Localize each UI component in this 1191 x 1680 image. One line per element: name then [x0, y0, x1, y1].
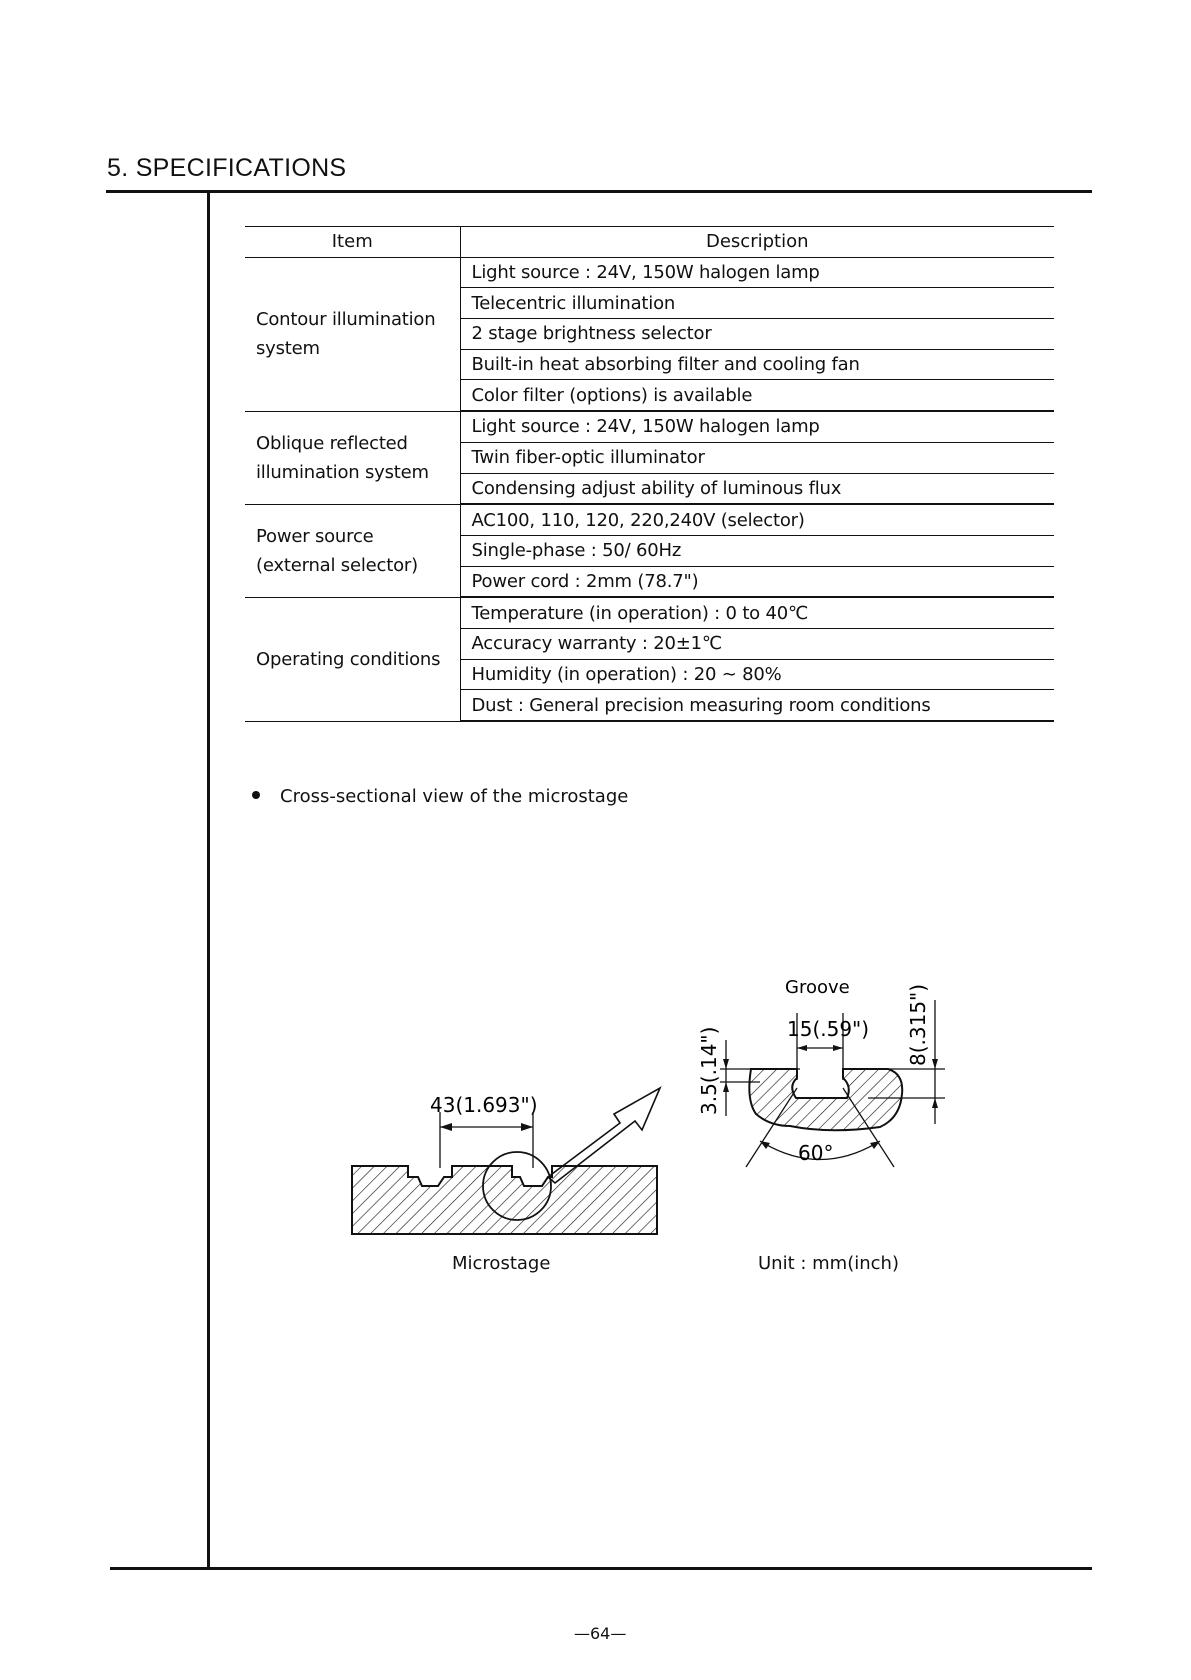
page-title: 5. SPECIFICATIONS: [107, 154, 347, 182]
item-cell: Contour illumination system: [245, 257, 460, 411]
description-cell: Humidity (in operation) : 20 ∼ 80%: [460, 659, 1054, 690]
groove-body: [749, 1069, 902, 1130]
microstage-body: [352, 1166, 657, 1234]
microstage-section: [352, 1088, 660, 1234]
description-cell: Condensing adjust ability of luminous flux: [460, 473, 1054, 504]
description-cell: Twin fiber-optic illuminator: [460, 442, 1054, 473]
unit-label: Unit : mm(inch): [758, 1253, 899, 1274]
angle-dimension: 60°: [798, 1141, 834, 1165]
page-number: —64—: [574, 1624, 627, 1643]
description-cell: Telecentric illumination: [460, 288, 1054, 319]
description-cell: Color filter (options) is available: [460, 380, 1054, 411]
description-cell: Built-in heat absorbing filter and cooling fan: [460, 349, 1054, 380]
groove-label: Groove: [785, 977, 850, 998]
total-depth-dimension: 8(.315"): [906, 983, 930, 1066]
description-column-header: Description: [460, 227, 1054, 258]
description-cell: AC100, 110, 120, 220,240V (selector): [460, 504, 1054, 535]
description-cell: Single-phase : 50∕ 60Hz: [460, 535, 1054, 566]
groove-detail: [697, 977, 945, 1167]
item-cell: Operating conditions: [245, 597, 460, 721]
description-cell: 2 stage brightness selector: [460, 319, 1054, 350]
description-cell: Light source : 24V, 150W halogen lamp: [460, 257, 1054, 288]
groove-width-dimension: 15(.59"): [787, 1017, 870, 1041]
footer-rule: [110, 1567, 1092, 1570]
description-cell: Dust : General precision measuring room conditions: [460, 690, 1054, 721]
description-cell: Light source : 24V, 150W halogen lamp: [460, 411, 1054, 442]
description-cell: Accuracy warranty : 20±1℃: [460, 628, 1054, 659]
pitch-dimension: 43(1.693"): [430, 1093, 538, 1117]
microstage-label: Microstage: [452, 1253, 551, 1274]
item-cell: Power source (external selector): [245, 504, 460, 597]
item-column-header: Item: [245, 227, 460, 258]
description-cell: Temperature (in operation) : 0 to 40℃: [460, 597, 1054, 628]
groove-depth-dimension: 3.5(.14"): [697, 1026, 721, 1115]
figure-caption-text: Cross-sectional view of the microstage: [280, 786, 629, 807]
description-cell: Power cord : 2mm (78.7"): [460, 566, 1054, 597]
item-cell: Oblique reflected illumination system: [245, 411, 460, 504]
